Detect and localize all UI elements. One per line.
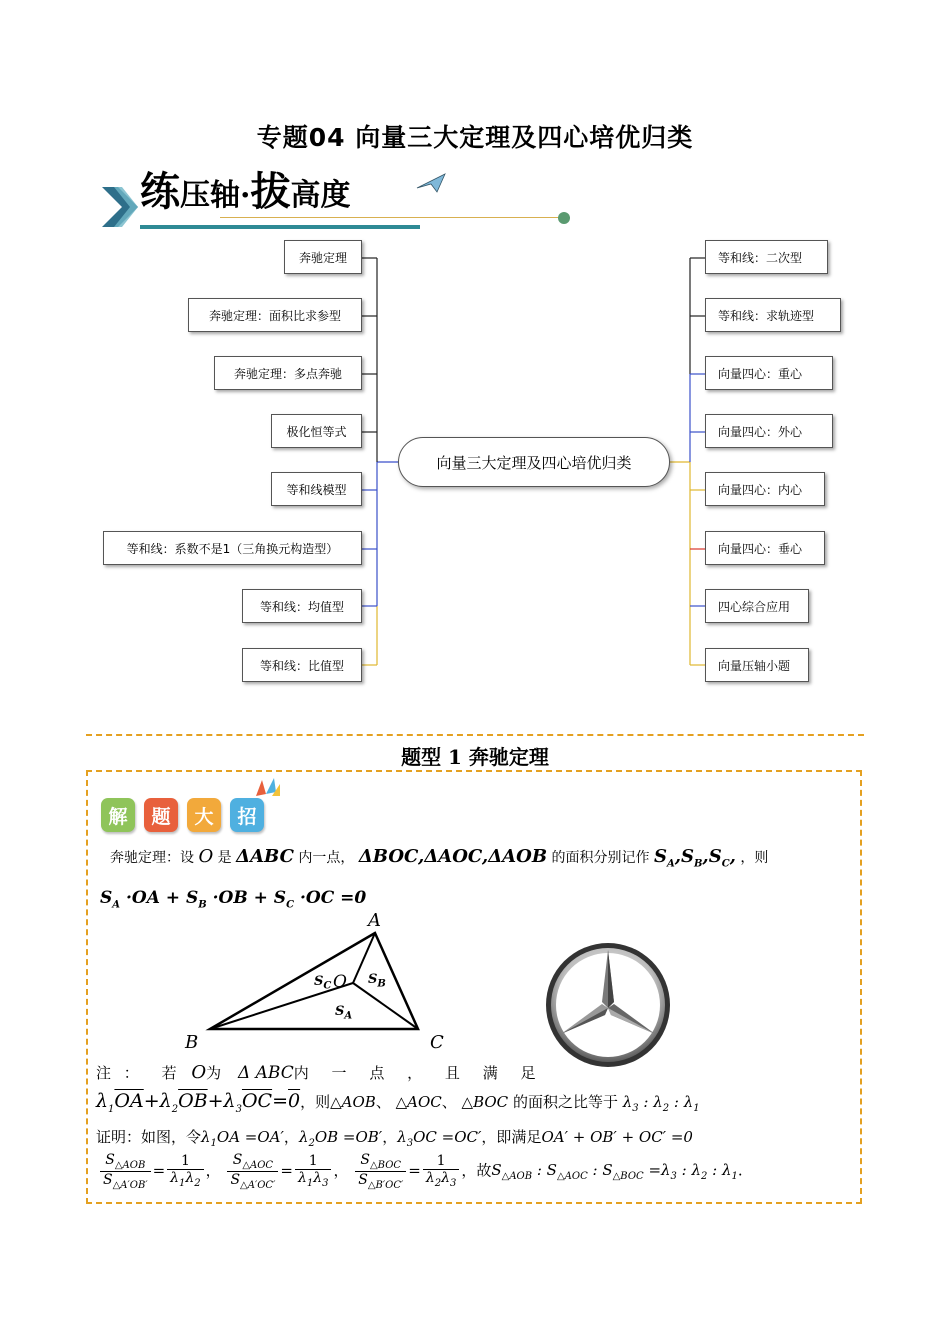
mindmap-node-right: 向量四心：内心 <box>705 472 825 506</box>
mindmap-node-left: 奔驰定理：面积比求参型 <box>188 298 362 332</box>
label-C: C <box>430 1032 444 1053</box>
banner-text: 练压轴·拔高度 <box>140 168 351 215</box>
mindmap-node-right: 向量四心：外心 <box>705 414 833 448</box>
triangle-diagram <box>180 905 440 1055</box>
mindmap-node-right: 等和线：二次型 <box>705 240 828 274</box>
mindmap-node-left: 等和线：均值型 <box>242 589 362 623</box>
mindmap-center-node: 向量三大定理及四心培优归类 <box>398 437 670 487</box>
fraction-line: $\frac{S_{\triangle AOB}}{S_{\triangle A'OB'}}$ = $\frac{1}{\lambda_1\lambda_2}$ ， $\frac{S_{\triangle AOC}}{S_{\triangle A'OC'}}$ = $\frac{1}{\lambda_1\lambda_3}$ ， $\frac{S_{\triangle BOC}}{S_{\triangle B'OC'}}$ = $\frac{1}{\lambda_2\lambda_3}$ ，故$S_{\triangle AOB}$ : $S_{\triangle AOC}$ : $S_{\triangle BOC} =\lambda_3$ : $\lambda_2$ : $\lambda_1$. <box>98 1152 743 1191</box>
mindmap-node-left: 奔驰定理：多点奔驰 <box>214 356 362 390</box>
mindmap-node-left: 奔驰定理 <box>284 240 362 274</box>
mindmap-node-right: 向量压轴小题 <box>705 648 809 682</box>
label-SB: $S_B$ <box>368 972 386 990</box>
sparkle-icon <box>252 776 282 798</box>
mindmap-node-left: 等和线模型 <box>271 472 362 506</box>
section-top-divider <box>86 734 864 736</box>
mindmap-node-left: 等和线：系数不是1（三角换元构造型） <box>103 531 362 565</box>
badge-zhao: 招 <box>230 798 264 832</box>
label-O: O <box>333 972 347 992</box>
badge-ti: 题 <box>144 798 178 832</box>
label-B: B <box>185 1032 199 1053</box>
label-SA: $S_A$ <box>335 1004 353 1022</box>
page-title: 专题04 向量三大定理及四心培优归类 <box>256 123 694 152</box>
mindmap-node-right: 等和线：求轨迹型 <box>705 298 841 332</box>
condition-line: $\lambda_1\overline{OA}+\lambda_2\overline{OB}+\lambda_3\overline{OC}=0$，则△AOB、 △AOC、 △BOC 的面积之比等于 $\lambda_3$ : $\lambda_2$ : $\lambda_1$ <box>96 1090 700 1115</box>
theorem-line: 奔驰定理：设 O 是 ΔABC 内一点， ΔBOC,ΔAOC,ΔAOB 的面积分别记作 $S_A,S_B,S_C$, ，则 <box>110 846 769 870</box>
proof-line: 证明：如图，令$\lambda_1OA =OA'$，$\lambda_2OB =OB'$，$\lambda_3OC =OC'$，即满足OA′ + OB′ + OC′ =0 <box>96 1128 693 1149</box>
mindmap-node-right: 四心综合应用 <box>705 589 809 623</box>
note-line: 注 ： 若 O为 Δ ABC内 一 点 ， 且 满 足 <box>96 1062 536 1083</box>
mindmap-node-right: 向量四心：重心 <box>705 356 833 390</box>
badge-da: 大 <box>187 798 221 832</box>
section-title: 题型 1 奔驰定理 <box>401 745 549 769</box>
mindmap-node-right: 向量四心：垂心 <box>705 531 825 565</box>
label-A: A <box>368 910 381 931</box>
label-SC: $S_C$ <box>314 974 332 992</box>
benz-formula: $S_A \cdot OA + S_B \cdot OB + S_C \cdot OC =0$ <box>100 888 367 911</box>
mercedes-logo-icon <box>543 940 673 1070</box>
mindmap-node-left: 等和线：比值型 <box>242 648 362 682</box>
mindmap-node-left: 极化恒等式 <box>271 414 362 448</box>
badge-jie: 解 <box>101 798 135 832</box>
